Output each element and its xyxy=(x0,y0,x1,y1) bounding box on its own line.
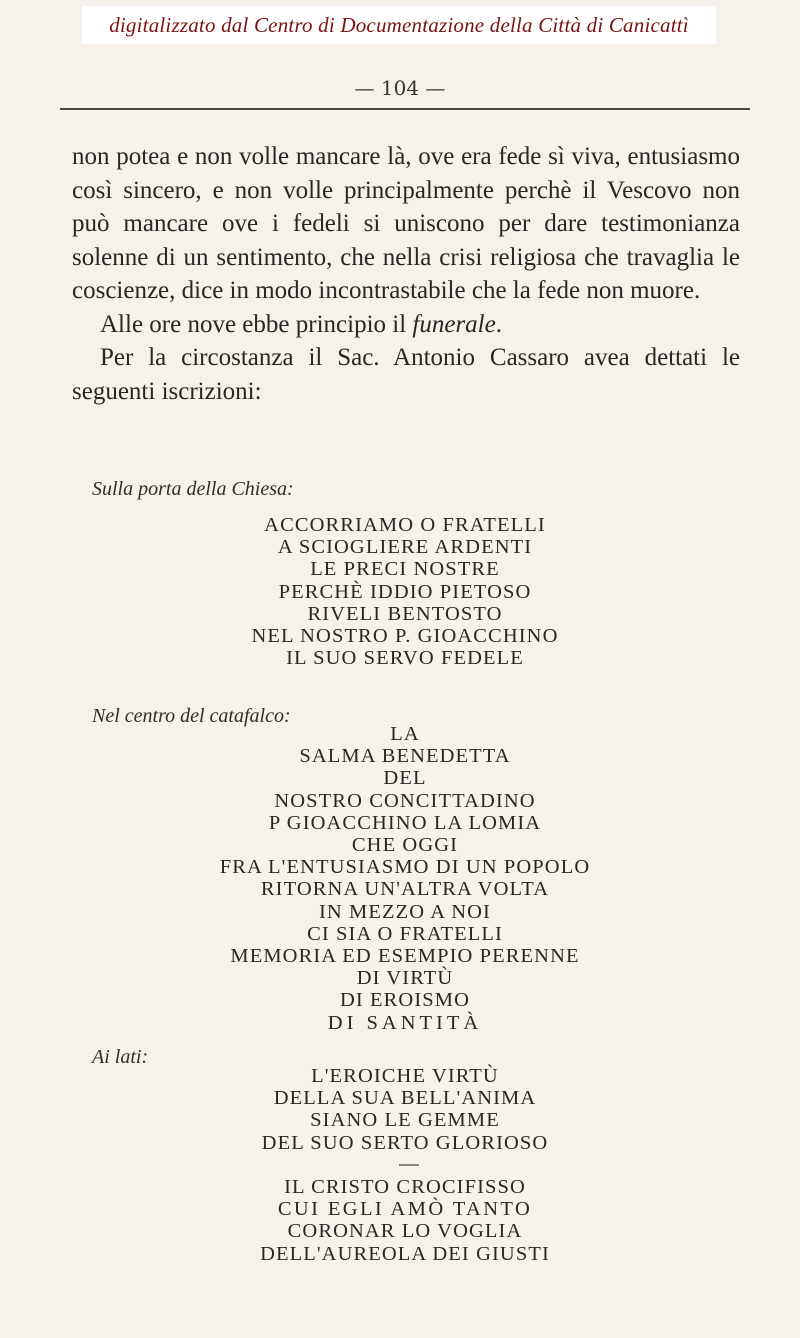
inscription-line: IN MEZZO A NOI xyxy=(319,900,491,923)
inscription-line: CORONAR LO VOGLIA xyxy=(287,1220,523,1243)
banner-text: digitalizzato dal Centro di Documentazione della Città di Canicattì xyxy=(109,12,689,37)
inscription-line: CHE OGGI xyxy=(351,834,459,857)
paragraph-2-end: . xyxy=(495,310,502,338)
body-text xyxy=(72,140,740,408)
inscription-line: ACCORRIAMO O FRATELLI xyxy=(264,514,546,536)
paragraph-3: Per la circostanza il Sac. Antonio Cassaro avea dettati le seguenti iscrizioni: xyxy=(72,344,740,405)
paragraph-2-text: Alle ore nove ebbe principio il xyxy=(100,310,413,338)
inscription-line: DI VIRTÙ xyxy=(356,967,454,990)
inscription-line: P GIOACCHINO LA LOMIA xyxy=(268,811,542,834)
inscription-line: IL CRISTO CROCIFISSO xyxy=(284,1176,526,1198)
inscription-door xyxy=(200,514,610,669)
inscription-line: DELL'AUREOLA DEI GIUSTI xyxy=(260,1242,550,1265)
inscription-line: LA xyxy=(390,723,420,745)
inscription-line: DELLA SUA BELL'ANIMA xyxy=(273,1087,537,1110)
inscription-line: DI EROISMO xyxy=(339,989,471,1012)
inscription-line: PERCHÈ IDDIO PIETOSO xyxy=(278,580,532,603)
page-number: — 104 — xyxy=(354,76,446,100)
inscription-line: A SCIOGLIERE ARDENTI xyxy=(277,536,533,559)
section-label-door: Sulla porta della Chiesa: xyxy=(92,478,294,500)
inscription-line: DEL xyxy=(383,767,427,790)
header-rule xyxy=(60,108,750,110)
inscription-line: NOSTRO CONCITTADINO xyxy=(274,789,536,812)
paragraph-2-italic: funerale xyxy=(412,310,496,338)
digitization-banner xyxy=(82,6,716,44)
section-label-catafalque: Nel centro del catafalco: xyxy=(92,705,291,727)
inscription-line: SALMA BENEDETTA xyxy=(299,745,511,768)
inscription-line: DEL SUO SERTO GLORIOSO xyxy=(261,1131,549,1154)
inscription-catafalque xyxy=(170,723,640,1034)
inscription-line: L'EROICHE VIRTÙ xyxy=(311,1065,499,1087)
inscription-line: IL SUO SERVO FEDELE xyxy=(286,647,524,670)
inscription-sides-first xyxy=(210,1065,600,1154)
inscription-line: LE PRECI NOSTRE xyxy=(310,558,500,581)
inscription-line: DI SANTITÀ xyxy=(327,1011,483,1034)
inscription-line: CI SIA O FRATELLI xyxy=(307,922,503,945)
inscription-line: RITORNA UN'ALTRA VOLTA xyxy=(260,878,550,901)
paragraph-1: non potea e non volle mancare là, ove era fede sì viva, entusiasmo così sincero, e non volle principalmente perchè il Vescovo non può mancare ove i fedeli si uniscono per dare testimonianza solenne di un sentimento, che nella crisi religiosa che travaglia le coscienze, dice in modo incontrastabile che la fede non muore. xyxy=(72,143,740,304)
inscription-line: SIANO LE GEMME xyxy=(310,1109,500,1132)
inscription-line: FRA L'ENTUSIASMO DI UN POPOLO xyxy=(219,856,591,879)
inscription-sides-second xyxy=(210,1176,600,1265)
section-label-sides: Ai lati: xyxy=(92,1046,149,1068)
inscription-line: NEL NOSTRO P. GIOACCHINO xyxy=(251,625,559,648)
inscription-line: CUI EGLI AMÒ TANTO xyxy=(277,1198,533,1221)
separator-dash xyxy=(399,1164,419,1166)
paragraph-2 xyxy=(72,308,740,342)
inscription-line: RIVELI BENTOSTO xyxy=(307,602,503,625)
inscription-line: MEMORIA ED ESEMPIO PERENNE xyxy=(230,945,580,968)
